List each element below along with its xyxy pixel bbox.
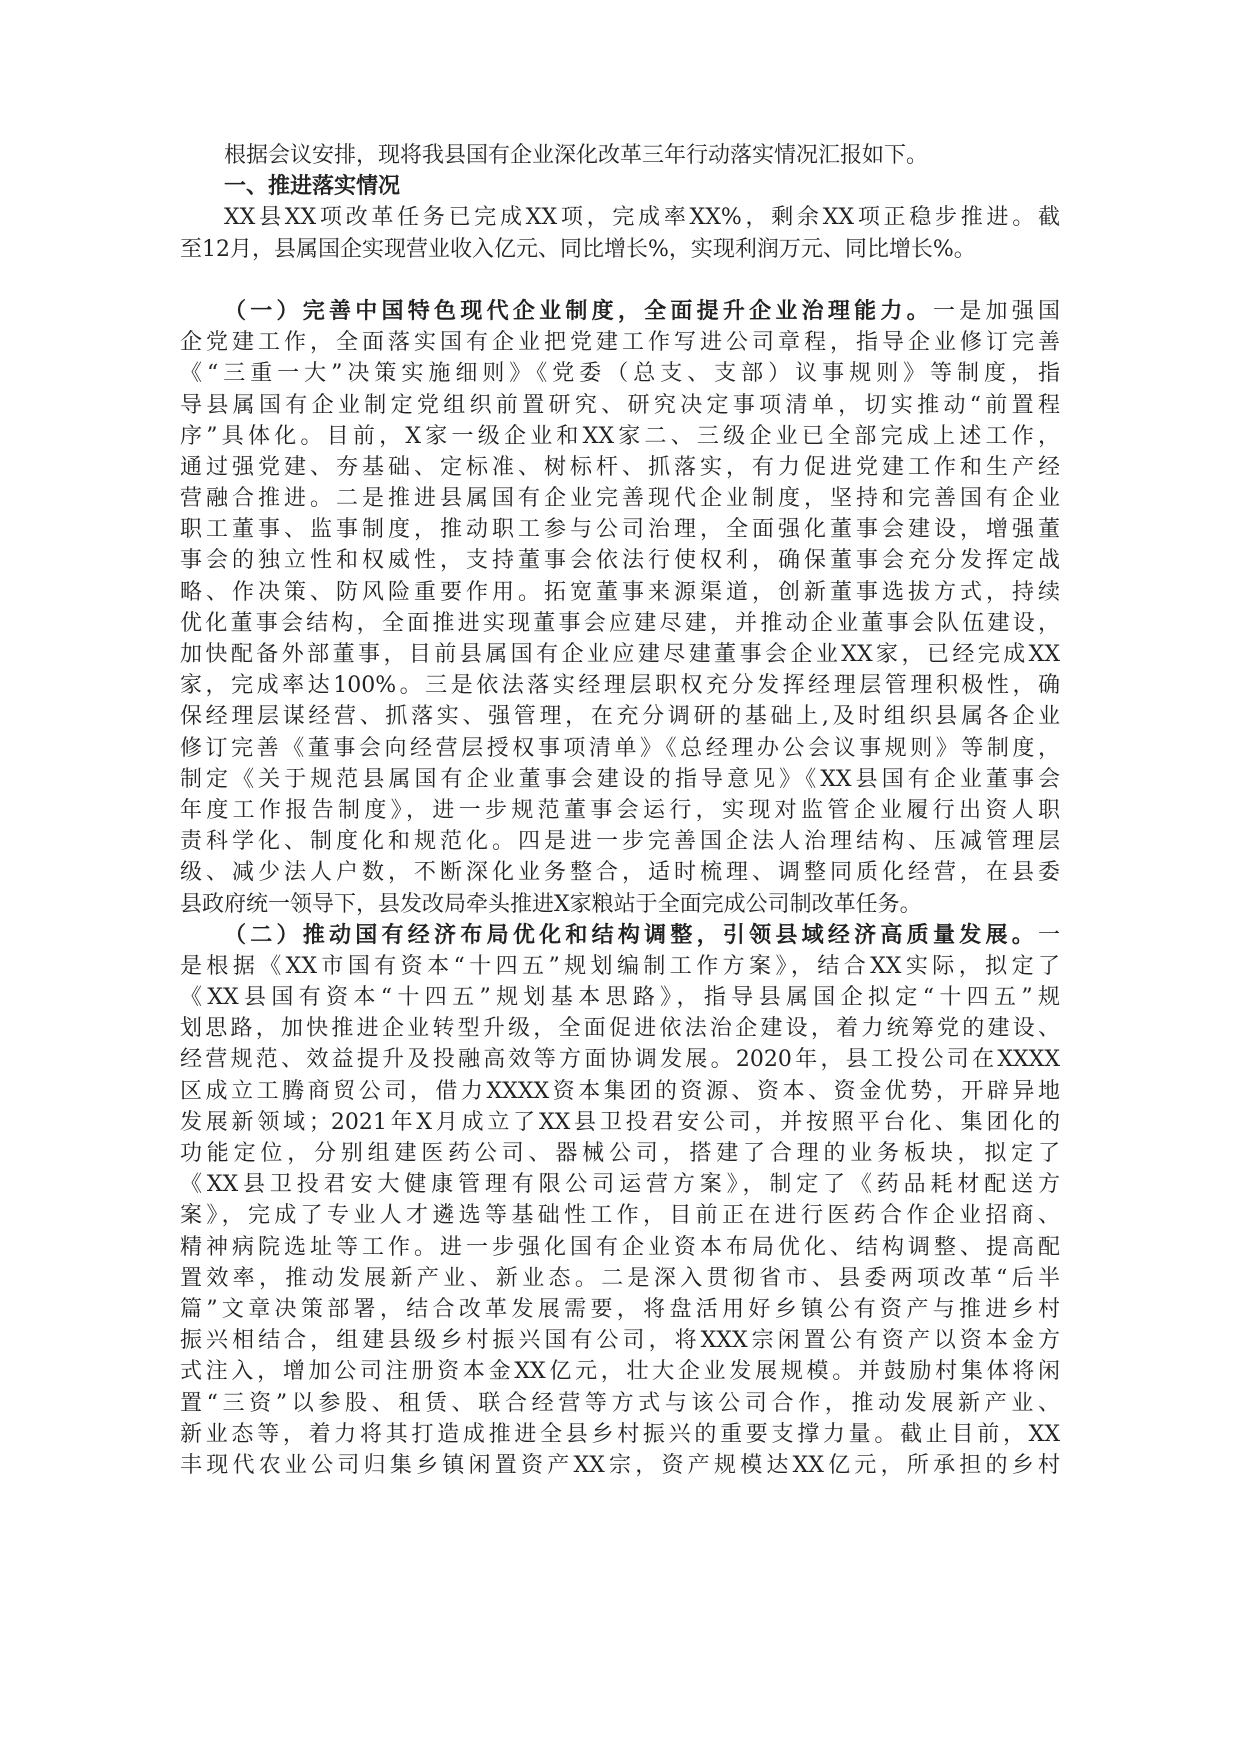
body-line: 通过强党建、夯基础、定标准、树标杆、抓落实，有力促进党建工作和生产经	[180, 454, 1060, 480]
body-line: 营融合推进。二是推进县属国有企业完善现代企业制度，坚持和完善国有企业	[180, 486, 1060, 512]
body-line: 区成立工腾商贸公司，借力XXXX资本集团的资源、资本、资金优势，开辟异地	[180, 1078, 1060, 1104]
text-run: 一	[1037, 922, 1060, 948]
body-line: 县政府统一领导下，县发改局牵头推进X家粮站于全面完成公司制改革任务。	[180, 891, 922, 917]
body-line: 《XX县国有资本“十四五”规划基本思路》，指导县属国企拟定“十四五”规	[180, 985, 1060, 1011]
body-line: 责科学化、制度化和规范化。四是进一步完善国企法人治理结构、压减管理层	[180, 829, 1060, 855]
body-line: 划思路，加快推进企业转型升级，全面促进依法治企建设，着力统筹党的建设、	[180, 1016, 1060, 1042]
body-line: 加快配备外部董事，目前县属国有企业应建尽建董事会企业XX家，已经完成XX	[180, 642, 1060, 667]
body-line: 家，完成率达100%。三是依法落实经理层职权充分发挥经理层管理积极性，确	[180, 673, 1060, 699]
subsection-1-body	[180, 327, 1060, 920]
body-line: 置效率，推动发展新产业、新业态。二是深入贯彻省市、县委两项改革“后半	[180, 1265, 1060, 1291]
body-line: 发展新领域；2021年X月成立了XX县卫投君安公司，并按照平台化、集团化的	[180, 1109, 1060, 1135]
subsection-2-title: （二）推动国有经济布局优化和结构调整，引领县域经济高质量发展。	[224, 922, 1038, 948]
body-line: 职工董事、监事制度，推动职工参与公司治理，全面强化董事会建设，增强董	[180, 517, 1060, 543]
body-line: 优化董事会结构，全面推进实现董事会应建尽建，并推动企业董事会队伍建设，	[180, 610, 1060, 636]
body-line: 保经理层谋经营、抓落实、强管理，在充分调研的基础上,及时组织县属各企业	[180, 704, 1060, 730]
subsection-1-first-line	[180, 296, 1060, 327]
body-line: 功能定位，分别组建医药公司、器械公司，搭建了合理的业务板块，拟定了	[180, 1141, 1060, 1166]
body-line: 经营规范、效益提升及投融高效等方面协调发展。2020年，县工投公司在XXXX	[180, 1047, 1060, 1073]
spacer	[180, 265, 1060, 296]
body-line: 《“三重一大”决策实施细则》《党委（总支、支部）议事规则》等制度，指	[180, 361, 1060, 387]
body-line: 事会的独立性和权威性，支持董事会依法行使权利，确保董事会充分发挥定战	[180, 548, 1060, 574]
subsection-2-first-line	[180, 920, 1060, 951]
section-heading: 一、推进落实情况	[224, 174, 401, 200]
body-line: 振兴相结合，组建县级乡村振兴国有公司，将XXX宗闲置公有资产以资本金方	[180, 1328, 1060, 1354]
body-line: 丰现代农业公司归集乡镇闲置资产XX宗，资产规模达XX亿元，所承担的乡村	[180, 1452, 1060, 1478]
intro-paragraph: 根据会议安排，现将我县国有企业深化改革三年行动落实情况汇报如下。	[224, 143, 929, 168]
body-line: 篇”文章决策部署，结合改革发展需要，将盘活用好乡镇公有资产与推进乡村	[180, 1296, 1060, 1322]
body-line: 制定《关于规范县属国有企业董事会建设的指导意见》《XX县国有企业董事会	[180, 766, 1060, 792]
body-line: 《XX县卫投君安大健康管理有限公司运营方案》，制定了《药品耗材配送方	[180, 1172, 1060, 1198]
body-line: 精神病院选址等工作。进一步强化国有企业资本布局优化、结构调整、提高配	[180, 1234, 1060, 1260]
body-line: 导县属国有企业制定党组织前置研究、研究决定事项清单，切实推动“前置程	[180, 392, 1060, 418]
body-line: 年度工作报告制度》，进一步规范董事会运行，实现对监管企业履行出资人职	[180, 797, 1060, 823]
body-line: 置“三资”以参股、租赁、联合经营等方式与该公司合作，推动发展新产业、	[180, 1390, 1060, 1416]
subsection-1-title: （一）完善中国特色现代企业制度，全面提升企业治理能力。	[224, 298, 933, 324]
text-run: 一是加强国	[932, 298, 1060, 324]
body-line: 略、作决策、防风险重要作用。拓宽董事来源渠道，创新董事选拔方式，持续	[180, 579, 1060, 605]
body-line: 新业态等，着力将其打造成推进全县乡村振兴的重要支撑力量。截止目前，XX	[180, 1421, 1060, 1447]
body-line: 式注入，增加公司注册资本金XX亿元，壮大企业发展规模。并鼓励村集体将闲	[180, 1359, 1060, 1385]
summary-line: 至12月，县属国企实现营业收入亿元、同比增长%，实现利润万元、同比增长%。	[180, 236, 976, 262]
summary-line: XX县XX项改革任务已完成XX项，完成率XX%，剩余XX项正稳步推进。截	[224, 205, 1060, 231]
body-line: 序”具体化。目前，X家一级企业和XX家二、三级企业已全部完成上述工作，	[180, 423, 1060, 449]
body-line: 案》，完成了专业人才遴选等基础性工作，目前正在进行医药合作企业招商、	[180, 1203, 1060, 1229]
document-page	[180, 140, 1060, 1481]
body-line: 级、减少法人户数，不断深化业务整合，适时梳理、调整同质化经营，在县委	[180, 860, 1060, 886]
body-line: 企党建工作，全面落实国有企业把党建工作写进公司章程，指导企业修订完善	[180, 330, 1060, 356]
body-line: 是根据《XX市国有资本“十四五”规划编制工作方案》，结合XX实际，拟定了	[180, 953, 1060, 979]
subsection-2-body	[180, 951, 1060, 1481]
body-line: 修订完善《董事会向经营层授权事项清单》《总经理办公会议事规则》等制度，	[180, 735, 1060, 761]
